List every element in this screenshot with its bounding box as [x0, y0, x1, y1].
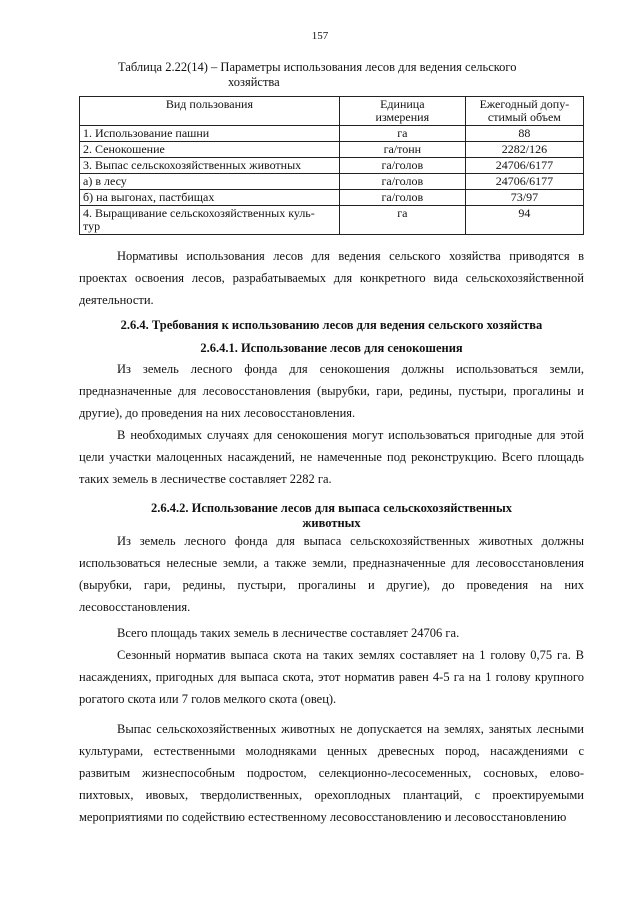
paragraph-norms: Нормативы использования лесов для ведения сельского хозяйства приводятся в проектах освоения лесов, разрабатываемых для конкретного вида сельскохозяйственной деятельности.: [79, 249, 584, 307]
paragraph-haymaking-area: В необходимых случаях для сенокошения могут использоваться пригодные для этой цели участки малоценных насаждений, не намеченные под реконструкцию. Всего площадь таких земель в лесничестве составляет 2282 га.: [79, 428, 584, 486]
row-unit: га/голов: [339, 158, 465, 174]
row-volume: 88: [465, 126, 583, 142]
row-use-type: а) в лесу: [80, 174, 340, 190]
row-unit: га/голов: [339, 190, 465, 206]
paragraph-haymaking-lands: Из земель лесного фонда для сенокошения должны использоваться земли, предназначенные для лесовосстановления (вырубки, гари, редины, пустыри, прогалины и другие), до проведения на них лесовосстановления.: [79, 362, 584, 420]
table-caption: [118, 60, 548, 90]
header-use-type: Вид пользования: [80, 97, 340, 126]
row-use-type: б) на выгонах, пастбищах: [80, 190, 340, 206]
row-use-type: 2. Сенокошение: [80, 142, 340, 158]
row-use-type-line2: тур: [83, 219, 101, 233]
table-row: [80, 206, 584, 235]
header-unit: [339, 97, 465, 126]
row-volume: 2282/126: [465, 142, 583, 158]
table-row: [80, 174, 584, 190]
table-caption-line2: хозяйства: [228, 75, 280, 89]
row-use-type: [80, 206, 340, 235]
forest-use-parameters-table: [79, 96, 584, 235]
section-heading-2-6-4: 2.6.4. Требования к использованию лесов для ведения сельского хозяйства: [120, 318, 543, 332]
row-volume: 94: [465, 206, 583, 235]
header-unit-line2: измерения: [375, 110, 430, 124]
table-row: [80, 190, 584, 206]
table-row: [80, 158, 584, 174]
row-unit: га/тонн: [339, 142, 465, 158]
row-unit: га: [339, 206, 465, 235]
section-heading-2-6-4-2-line1: 2.6.4.2. Использование лесов для выпаса сельскохозяйственных: [151, 501, 512, 515]
header-volume-line2: стимый объем: [487, 110, 561, 124]
header-volume-line1: Ежегодный допу-: [479, 97, 570, 111]
section-heading-2-6-4-2: [79, 501, 584, 531]
header-unit-line1: Единица: [380, 97, 425, 111]
header-annual-volume: [465, 97, 583, 126]
paragraph-grazing-norm: Сезонный норматив выпаса скота на таких землях составляет на 1 голову 0,75 га. В насаждениях, пригодных для выпаса скота, этот норматив равен 4-5 га на 1 голову крупного рогатого скота или 7 голов мелкого скота (овец).: [79, 648, 584, 706]
row-volume: 24706/6177: [465, 174, 583, 190]
row-use-type-line1: 4. Выращивание сельскохозяйственных куль-: [83, 206, 315, 220]
row-unit: га: [339, 126, 465, 142]
page-number: 157: [311, 30, 329, 42]
row-volume: 73/97: [465, 190, 583, 206]
table-row: [80, 142, 584, 158]
section-heading-2-6-4-2-line2: животных: [302, 516, 361, 530]
table-caption-line1: Таблица 2.22(14) – Параметры использования лесов для ведения сельского: [118, 60, 517, 74]
section-heading-2-6-4-1: 2.6.4.1. Использование лесов для сенокошения: [200, 341, 463, 355]
row-use-type: 1. Использование пашни: [80, 126, 340, 142]
paragraph-grazing-restrictions: Выпас сельскохозяйственных животных не допускается на землях, занятых лесными культурами, естественными молодняками ценных древесных пород, насаждениями с развитым жизнеспособным подростом, селекционно-лесосеменных, сосновых, елово-пихтовых, ивовых, твердолиственных, орехоплодных плантаций, с проектируемыми мероприятиями по содействию естественному лесовосстановлению и лесовосстановлению: [79, 722, 584, 824]
row-volume: 24706/6177: [465, 158, 583, 174]
row-use-type: 3. Выпас сельскохозяйственных животных: [80, 158, 340, 174]
row-unit: га/голов: [339, 174, 465, 190]
table-header-row: [80, 97, 584, 126]
table-row: [80, 126, 584, 142]
paragraph-grazing-lands: Из земель лесного фонда для выпаса сельскохозяйственных животных должны использоваться нелесные земли, а также земли, предназначенные для лесовосстановления (вырубки, гари, редины, пустыри, прогалины и другие), до проведения на них лесовосстановления.: [79, 534, 584, 614]
paragraph-grazing-area: Всего площадь таких земель в лесничестве составляет 24706 га.: [117, 626, 460, 640]
